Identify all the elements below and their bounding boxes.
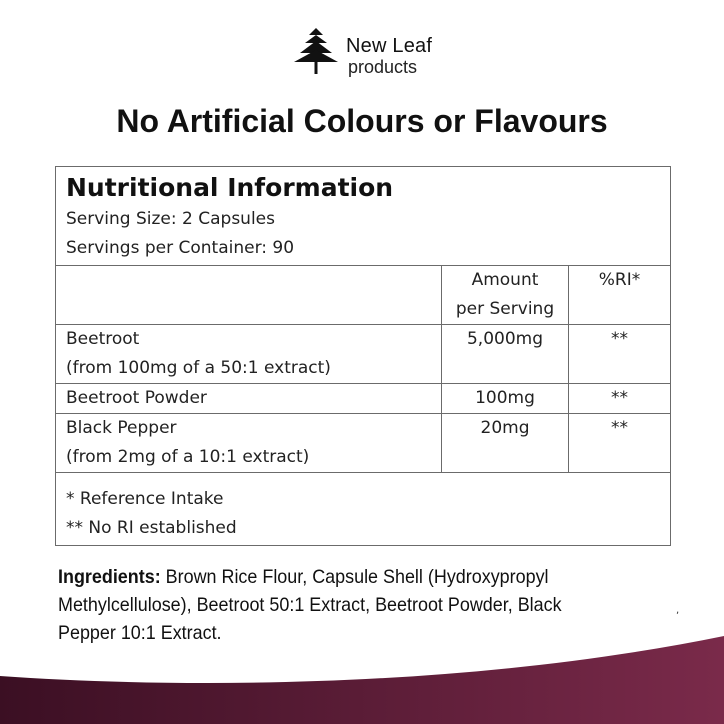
table-row: [56, 414, 671, 473]
footnote-no-ri: ** No RI established: [66, 518, 237, 538]
servings-per-container: Servings per Container: 90: [66, 238, 295, 258]
brand-logo: [292, 26, 452, 80]
column-header-ri: %RI*: [569, 266, 671, 325]
brand-name: New Leaf: [346, 35, 433, 57]
amount-header-line2: per Serving: [455, 299, 555, 319]
ingredient-note: (from 100mg of a 50:1 extract): [66, 358, 331, 378]
amount-cell: 5,000mg: [442, 325, 569, 384]
page-headline: No Artificial Colours or Flavours: [116, 103, 608, 139]
bottom-wave-decoration: [0, 624, 724, 724]
footnote-reference-intake: * Reference Intake: [66, 489, 224, 509]
ri-cell: **: [569, 384, 671, 414]
nutrition-table: [55, 166, 671, 546]
amount-cell: 100mg: [442, 384, 569, 414]
nutrition-header: [56, 167, 671, 266]
ingredient-name: Black Pepper: [66, 418, 177, 438]
footnote-row: [56, 473, 671, 546]
ingredient-name: Beetroot: [66, 329, 140, 349]
ri-cell: **: [569, 414, 671, 473]
brand-tagline: products: [348, 57, 418, 77]
table-row: [56, 325, 671, 384]
ingredient-name: Beetroot Powder: [66, 388, 207, 408]
ri-cell: **: [569, 325, 671, 384]
amount-header-line1: Amount: [471, 270, 539, 290]
column-header-blank: [56, 266, 442, 325]
serving-size: Serving Size: 2 Capsules: [66, 209, 275, 229]
tree-icon: [292, 26, 340, 76]
ingredient-note: (from 2mg of a 10:1 extract): [66, 447, 310, 467]
ingredients-label: Ingredients:: [58, 566, 161, 588]
nutrition-title: Nutritional Information: [66, 173, 394, 202]
column-header-amount: [442, 266, 569, 325]
table-row: [56, 384, 671, 414]
ingredients-list: Brown Rice Flour, Capsule Shell (Hydroxypropyl Methylcellulose), Beetroot 50:1 Extract, Beetroot Powder, Black Pepper 10:1 Extract.: [58, 566, 562, 644]
column-header-row: [56, 266, 671, 325]
amount-cell: 20mg: [442, 414, 569, 473]
decorative-mark: ,: [676, 605, 680, 616]
